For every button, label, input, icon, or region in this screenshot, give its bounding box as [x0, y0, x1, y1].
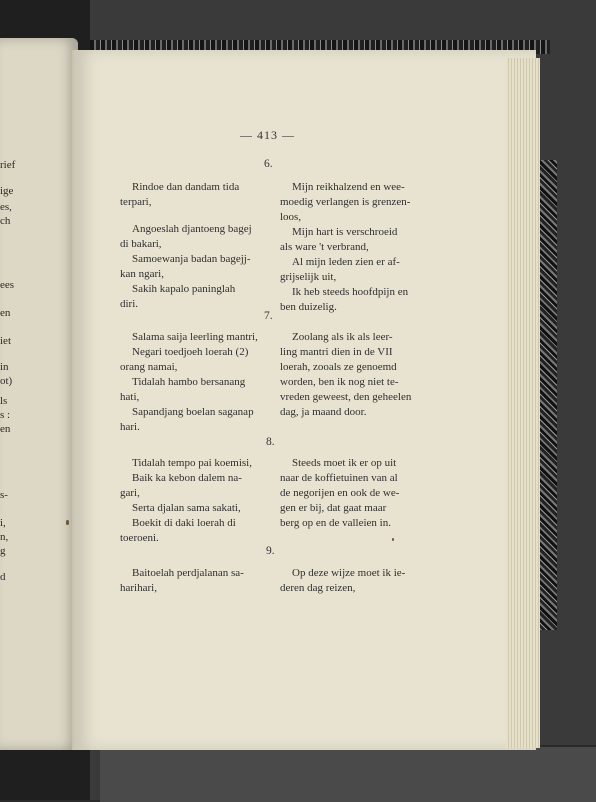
dutch-text: [280, 330, 411, 420]
dutch-text: [280, 180, 410, 315]
text-line: Baik ka kebon dalem na-: [132, 472, 242, 484]
background-bottom: [100, 745, 596, 802]
text-line: als ware 't verbrand,: [280, 241, 369, 253]
text-line: gari,: [120, 487, 140, 499]
left-page-fragment: en: [0, 307, 11, 319]
text-line: deren dag reizen,: [280, 582, 356, 594]
left-page: [0, 38, 78, 750]
text-line: Ik heb steeds hoofdpijn en: [292, 286, 409, 298]
text-line: orang namai,: [120, 361, 178, 373]
page-number: — 413 —: [240, 128, 295, 142]
left-page-fragment: ige: [0, 185, 14, 197]
section-number: 7.: [264, 310, 273, 322]
left-page-fragment: d: [0, 571, 6, 583]
text-line: Zoolang als ik als leer-: [292, 331, 393, 343]
left-page-fragment: iet: [0, 335, 11, 347]
left-page-fragment: s :: [0, 409, 11, 421]
page-edges: [506, 58, 540, 748]
left-page-fragment: ch: [0, 215, 11, 227]
paper-speck: [392, 538, 394, 541]
dutch-text: [280, 566, 405, 596]
left-page-fragment: en: [0, 423, 11, 435]
left-page-fragment: ees: [0, 279, 15, 291]
text-line: Tidalah tempo pai koemisi,: [132, 457, 252, 469]
malay-text: [120, 180, 252, 312]
text-line: loerah, zooals ze genoemd: [280, 361, 397, 373]
text-line: Salama saija leerling mantri,: [132, 331, 258, 343]
text-line: de negorijen en ook de we-: [280, 487, 400, 499]
text-line: Mijn reikhalzend en wee-: [292, 181, 405, 193]
text-line: Mijn hart is verschroeid: [292, 226, 398, 238]
text-line: Samoewanja badan bagejj-: [132, 253, 251, 265]
left-page-fragment: in: [0, 361, 9, 373]
malay-text: [120, 330, 258, 435]
left-page-fragment: g: [0, 545, 6, 557]
left-page-fragment: ot): [0, 375, 13, 387]
text-line: Steeds moet ik er op uit: [292, 457, 397, 469]
text-line: naar de koffietuinen van al: [280, 472, 398, 484]
malay-text: [120, 566, 244, 596]
text-line: Sapandjang boelan saganap: [132, 406, 254, 418]
text-line: Angoeslah djantoeng bagej: [132, 223, 252, 235]
section-number: 9.: [266, 545, 275, 557]
text-line: Negari toedjoeh loerah (2): [132, 346, 249, 358]
text-line: Boekit di daki loerah di: [132, 517, 236, 529]
text-line: loos,: [280, 211, 302, 223]
text-line: harihari,: [120, 582, 157, 594]
text-line: worden, ben ik nog niet te-: [280, 376, 399, 388]
left-page-fragment: rief: [0, 159, 16, 171]
dutch-text: [280, 456, 399, 531]
left-page-fragment: i,: [0, 517, 6, 529]
left-page-fragment: ls: [0, 395, 8, 407]
text-line: Baitoelah perdjalanan sa-: [132, 567, 244, 579]
text-line: vreden geweest, den geheelen: [280, 391, 412, 403]
malay-text: [120, 456, 252, 546]
text-line: diri.: [120, 298, 139, 310]
section-number: 8.: [266, 436, 275, 448]
text-line: di bakari,: [120, 238, 162, 250]
text-line: Al mijn leden zien er af-: [292, 256, 400, 268]
text-line: moedig verlangen is grenzen-: [280, 196, 411, 208]
text-line: grijselijk uit,: [280, 271, 337, 283]
text-line: toeroeni.: [120, 532, 159, 544]
text-line: Rindoe dan dandam tida: [132, 181, 240, 193]
text-line: Tidalah hambo bersanang: [132, 376, 246, 388]
text-line: ben duizelig.: [280, 301, 337, 313]
text-line: Op deze wijze moet ik ie-: [292, 567, 406, 579]
text-line: dag, ja maand door.: [280, 406, 367, 418]
left-page-fragment: n,: [0, 531, 9, 543]
text-line: ling mantri dien in de VII: [280, 346, 393, 358]
paper-speck: [66, 520, 69, 525]
text-line: Serta djalan sama sakati,: [132, 502, 241, 514]
text-line: terpari,: [120, 196, 152, 208]
text-line: berg op en de valleien in.: [280, 517, 391, 529]
text-line: kan ngari,: [120, 268, 164, 280]
left-page-fragment: s-: [0, 489, 8, 501]
section-number: 6.: [264, 158, 273, 170]
text-line: hati,: [120, 391, 140, 403]
text-line: Sakih kapalo paninglah: [132, 283, 236, 295]
text-line: gen er bij, dat gaat maar: [280, 502, 387, 514]
text-line: hari.: [120, 421, 140, 433]
left-page-fragment: es,: [0, 201, 12, 213]
